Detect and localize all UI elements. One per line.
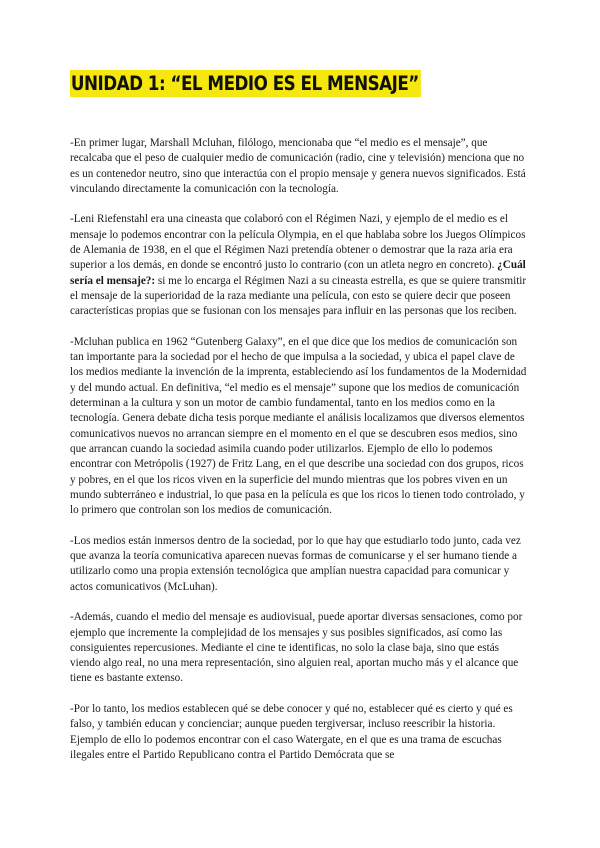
paragraph-text-after: si me lo encarga el Régimen Nazi a su cineasta estrella, es que se quiere transmitir el mensaje de la superioridad de la raza mediante una película, con esto se quiere decir que poseen características propias que se fusionan con los mensajes para influir en las personas que los reciben.: [70, 274, 527, 318]
paragraph-audiovisual: -Además, cuando el medio del mensaje es audiovisual, puede aportar diversas sensaciones, como por ejemplo que incremente la complejidad de los mensajes y sus posibles significados, así como las consiguientes repercusiones. Mediante el cine te identificas, no solo la clase baja, sino que estás viendo algo real, no una mera representación, sino alguien real, aportan mucho más y el alcance que tiene es bastante extenso.: [70, 611, 523, 685]
paragraph-gutenberg-galaxy: -Mcluhan publica en 1962 “Gutenberg Galaxy”, en el que dice que los medios de comunicación son tan importante para la sociedad por el hecho de que impulsa a la sociedad, y ubica el papel clave de los medios mediante la invención de la imprenta, estableciendo así los fundamentos de la Modernidad y del mundo actual. En definitiva, “el medio es el mensaje” supone que los medios de comunicación determinan a la cultura y son un motor de cambio fundamental, tanto en los medios como en la tecnología. Genera debate dicha tesis porque mediante el análisis localizamos que diversos elementos comunicativos nuevos no arrancan siempre en el momento en el que se descubren esos medios, sino que arrancan cuando la sociedad asimila cuando poder utilizarlos. Ejemplo de ello lo podemos encontrar con Metrópolis (1927) de Fritz Lang, en el que describe una sociedad con dos grupos, ricos y pobres, en el que los ricos viven en la superficie del mundo mientras que los pobres viven en un mundo subterráneo e industrial, lo que pasa en la película es que los ricos lo tienen todo controlado, y lo primero que controlan son los medios de comunicación.: [70, 335, 527, 517]
bold-question: ¿Cuál sería el mensaje?:: [70, 259, 526, 287]
paragraph-medio-mensaje: -En primer lugar, Marshall Mcluhan, filólogo, mencionaba que “el medio es el mensaje”, que recalcaba que el peso de cualquier medio de comunicación (radio, cine y televisión) menciona que no es un contenedor neutro, sino que interactúa con el propio mensaje y genera nuevos significados. Está vinculando directamente la comunicación con la tecnología.: [70, 137, 526, 195]
document-body: [70, 136, 530, 778]
title-block: [70, 70, 478, 97]
paragraph-text-before: -Leni Riefenstahl era una cineasta que colaboró con el Régimen Nazi, y ejemplo de el medio es el mensaje lo podemos encontrar con la película Olympia, en el que hablaba sobre los Juegos Olímpicos de Alemania de 1938, en el que el Régimen Nazi pretendía obtener o demostrar que la raza aria era superior a los demás, en donde se encontró justo lo contrario (con un atleta negro en concreto).: [70, 213, 526, 272]
page-title: UNIDAD 1: “EL MEDIO ES EL MENSAJE”: [70, 72, 419, 95]
paragraph-medios-sociedad: -Los medios están inmersos dentro de la sociedad, por lo que hay que estudiarlo todo junto, cada vez que avanza la teoría comunicativa aparecen nuevas formas de comunicarse y el ser humano tiende a utilizarlo como una propia extensión tecnológica que amplían nuestra capacidad para comunicar y actos comunicativos (McLuhan).: [70, 534, 521, 593]
paragraph-leni-riefenstahl: [70, 212, 530, 319]
paragraph-watergate: -Por lo tanto, los medios establecen qué se debe conocer y qué no, establecer qué es cierto y qué es falso, y también educan y concienciar; aunque pueden tergiversar, incluso reescribir la historia. Ejemplo de ello lo podemos encontrar con el caso Watergate, en el que es una trama de escuchas ilegales entre el Partido Republicano contra el Partido Demócrata que se: [70, 702, 513, 761]
